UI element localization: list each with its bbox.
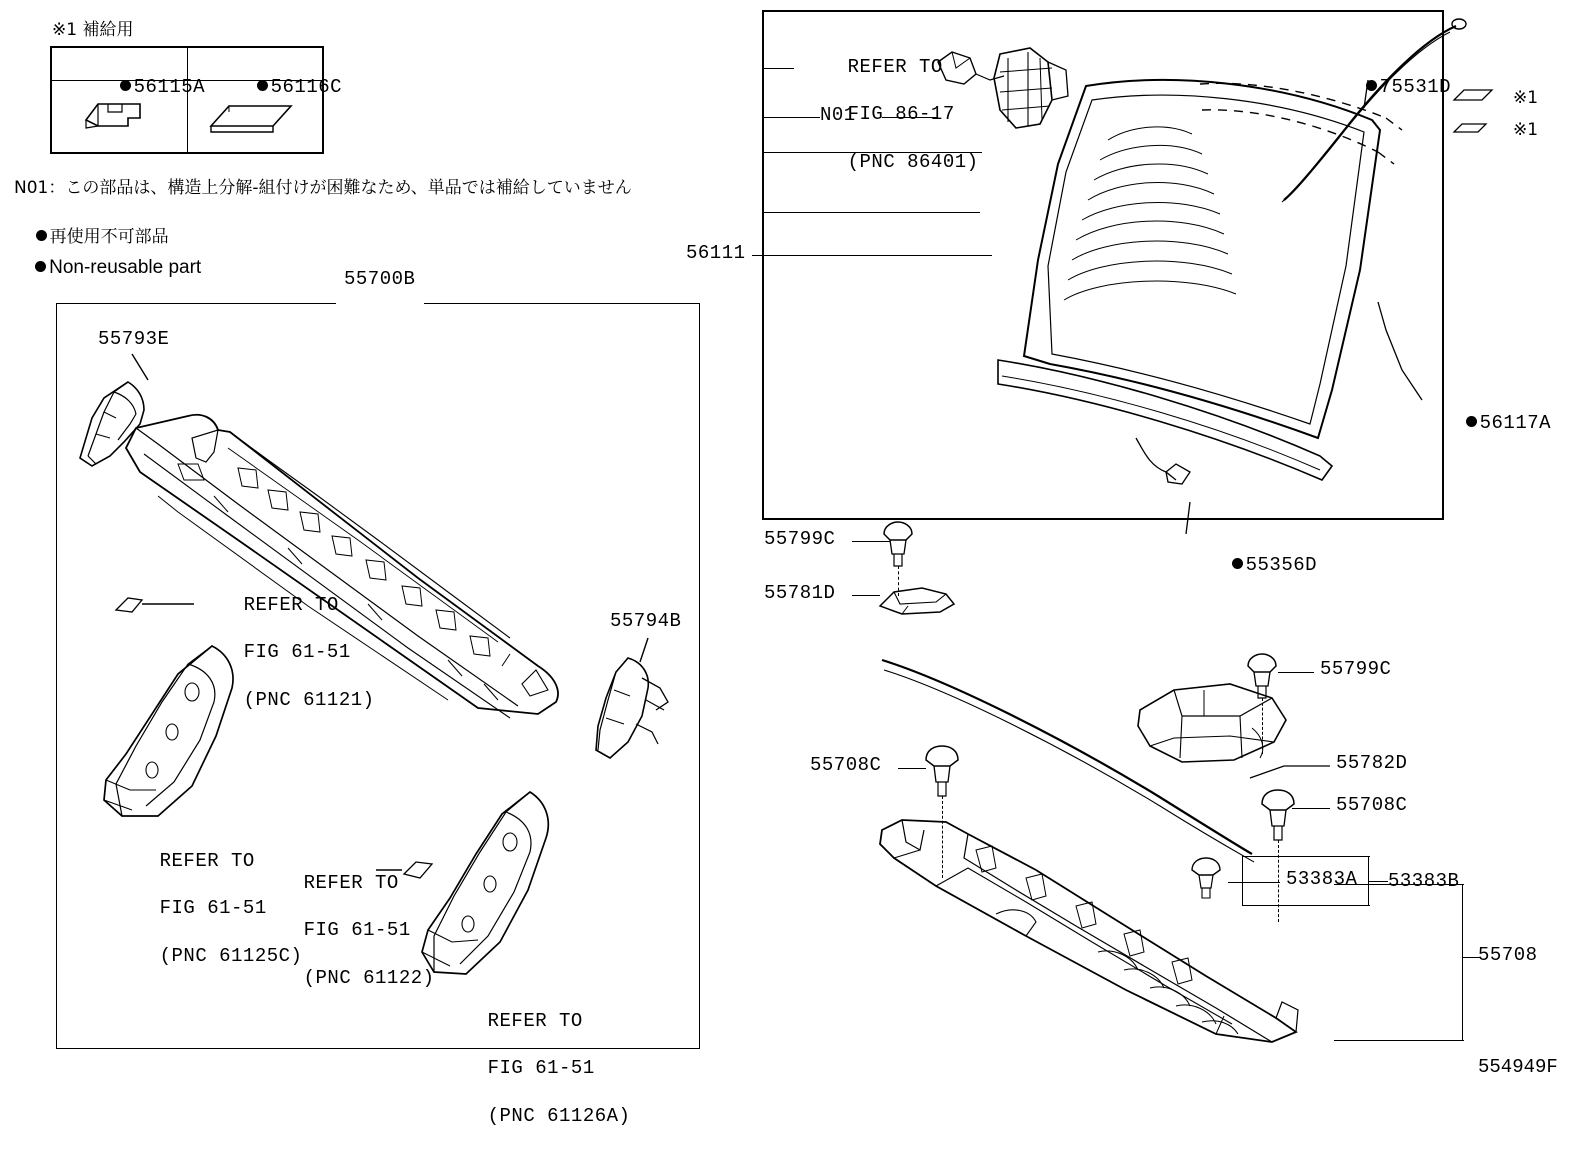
- supply-table-cell-2-label: 56116C: [209, 52, 342, 123]
- part-56115a-drawing: [78, 92, 158, 142]
- nonreusable-bullet-icon: [1466, 416, 1477, 427]
- bracket-55708-stub: [1462, 957, 1480, 958]
- bracket-55708-vertical: [1462, 884, 1463, 1040]
- label-55799c-mid: 55799C: [764, 528, 836, 550]
- label-55356d: 55356D: [1184, 530, 1317, 601]
- label-53383a: 53383A: [1286, 868, 1358, 890]
- label-55794b: 55794B: [610, 610, 682, 632]
- part-supply-mark-2-drawing: [1452, 118, 1500, 140]
- ref-61126a: REFER TO FIG 61-51 (PNC 61126A): [487, 1009, 631, 1127]
- part-supply-mark-1-drawing: [1452, 86, 1500, 108]
- label-55781d: 55781D: [764, 582, 836, 604]
- ref-61122: REFER TO FIG 61-51 (PNC 61122): [303, 871, 435, 989]
- left-panel-title-leader-left: [56, 303, 336, 304]
- leader-n01: [762, 117, 820, 118]
- part-55708-cowl-panel-drawing: [876, 810, 1346, 1050]
- figure-code: 554949F: [1478, 1056, 1558, 1078]
- label-supply-mark-1: ※1: [1513, 88, 1539, 108]
- left-panel-title-leader-right: [424, 303, 700, 304]
- leader-55356d: [1172, 490, 1212, 540]
- left-panel-border-left: [56, 303, 57, 1049]
- label-55708c-left: 55708C: [810, 754, 882, 776]
- leader-75531d-line: [1352, 78, 1382, 114]
- label-supply-mark-2: ※1: [1513, 120, 1539, 140]
- bracket-55708-top: [1334, 884, 1464, 885]
- part-front-pillar-right-drawing: [416, 786, 586, 996]
- nonreusable-bullet-icon: [35, 261, 46, 272]
- leader-56117a: [1368, 300, 1428, 410]
- windshield-leader-3: [762, 212, 980, 213]
- label-75531d: 75531D: [1318, 52, 1451, 123]
- bracket-53383b-stub: [1368, 881, 1388, 882]
- left-panel-title: 55700B: [344, 268, 416, 290]
- ref-61121: REFER TO FIG 61-51 (PNC 61121): [243, 593, 375, 711]
- label-56111: 56111: [686, 242, 746, 264]
- label-55708c-right: 55708C: [1336, 794, 1408, 816]
- ref-86401: REFER TO FIG 86-17 (PNC 86401): [847, 55, 979, 173]
- leader-56111-inner: [762, 255, 992, 256]
- part-55794b-drawing: [584, 654, 694, 774]
- windshield-leader-2: [762, 152, 982, 153]
- label-55799c-lower: 55799C: [1320, 658, 1392, 680]
- note-nonreusable-en: Non-reusable part: [14, 232, 201, 303]
- label-55793e: 55793E: [98, 328, 170, 350]
- label-55782d: 55782D: [1336, 752, 1408, 774]
- leader-ref-61121: [112, 596, 202, 620]
- label-53383b: 53383B: [1388, 870, 1460, 892]
- note-nonreusable-jp: 再使用不可部品: [14, 206, 169, 270]
- part-56116c-drawing: [205, 94, 305, 142]
- bracket-55708-bottom: [1334, 1040, 1464, 1041]
- nonreusable-bullet-icon: [120, 80, 131, 91]
- label-55708: 55708: [1478, 944, 1538, 966]
- ref-61125c: REFER TO FIG 61-51 (PNC 61125C): [159, 849, 303, 967]
- nonreusable-bullet-icon: [257, 80, 268, 91]
- supply-table-cell-1-label: 56115A: [72, 52, 205, 123]
- part-55781d-drawing: [874, 578, 974, 620]
- label-56117a: 56117A: [1418, 388, 1551, 459]
- note-n01: N01：この部品は、構造上分解‐組付けが困難なため、単品では補給していません: [14, 178, 632, 198]
- nonreusable-bullet-icon: [1232, 558, 1243, 569]
- left-panel-border-right: [699, 303, 700, 1049]
- leader-55782d: [1244, 746, 1338, 786]
- windshield-leader-1: [762, 68, 794, 69]
- label-n01: N01: [820, 104, 856, 126]
- supply-table-header: ※1 補給用: [52, 20, 134, 40]
- part-front-pillar-left-drawing: [96, 640, 266, 840]
